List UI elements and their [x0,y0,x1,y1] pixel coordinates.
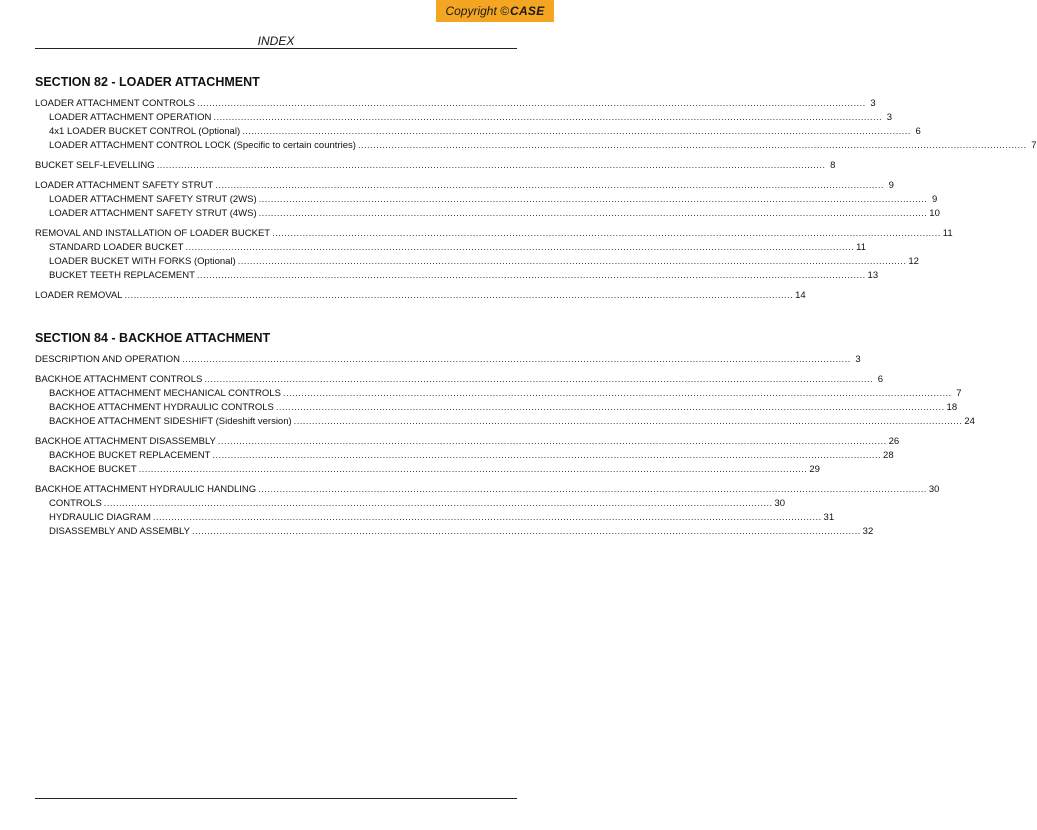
toc-entry-label: BACKHOE ATTACHMENT SIDESHIFT (Sideshift version) [49,416,292,427]
toc-entry-page: 9 [932,194,938,205]
toc-leader-dots: ............................................................................................................................................................................................................................ [196,270,866,281]
toc-entry-label: LOADER ATTACHMENT CONTROL LOCK (Specific to certain countries) [49,140,356,151]
toc-entry-label: BACKHOE ATTACHMENT HYDRAULIC HANDLING [35,484,257,495]
toc-leader-dots: ............................................................................................................................................................................................................................ [217,436,887,447]
section-entries [35,97,1037,303]
toc-entry-page: 3 [870,98,876,109]
toc-group [35,179,940,221]
copyright-text: Copyright © [445,4,509,18]
toc-entry[interactable] [35,241,866,255]
toc-leader-dots: ............................................................................................................................................................................................................................ [103,498,773,509]
toc-leader-dots: ............................................................................................................................................................................................................................ [181,354,851,365]
toc-entry-label: STANDARD LOADER BUCKET [49,242,184,253]
toc-entry-label: HYDRAULIC DIAGRAM [49,512,151,523]
brand-logo: CASE [510,4,545,18]
toc-group [35,97,1037,153]
index-content [35,74,1037,545]
toc-entry-label: BACKHOE ATTACHMENT HYDRAULIC CONTROLS [49,402,274,413]
toc-entry[interactable] [35,179,894,193]
toc-leader-dots: ............................................................................................................................................................................................................................ [156,160,826,171]
toc-leader-dots: ............................................................................................................................................................................................................................ [152,512,822,523]
toc-group [35,159,836,173]
toc-entry[interactable] [35,415,975,429]
toc-entry[interactable] [35,387,962,401]
toc-entry-page: 29 [809,464,820,475]
toc-entry-page: 18 [946,402,958,413]
toc-entry-label: DISASSEMBLY AND ASSEMBLY [49,526,190,537]
toc-leader-dots: ............................................................................................................................................................................................................................ [258,194,928,205]
toc-leader-dots: ............................................................................................................................................................................................................................ [293,416,963,427]
toc-entry-label: BACKHOE BUCKET REPLACEMENT [49,450,211,461]
toc-entry[interactable] [35,139,1037,153]
toc-entry[interactable] [35,463,820,477]
toc-entry-page: 7 [1031,140,1037,151]
toc-entry-label: LOADER ATTACHMENT SAFETY STRUT (2WS) [49,194,257,205]
toc-entry-label: LOADER BUCKET WITH FORKS (Optional) [49,256,236,267]
toc-entry[interactable] [35,111,893,125]
toc-entry-page: 9 [888,180,894,191]
toc-group [35,435,900,477]
toc-entry-page: 6 [877,374,883,385]
toc-entry[interactable] [35,227,953,241]
toc-entry[interactable] [35,289,806,303]
toc-entry-page: 14 [795,290,806,301]
toc-entry-label: BUCKET SELF-LEVELLING [35,160,155,171]
section-title: SECTION 84 - BACKHOE ATTACHMENT [35,331,271,345]
toc-leader-dots: ............................................................................................................................................................................................................................ [215,180,884,191]
toc-entry-label: BACKHOE ATTACHMENT MECHANICAL CONTROLS [49,388,281,399]
toc-entry-label: CONTROLS [49,498,102,509]
toc-entry-label: BACKHOE BUCKET [49,464,137,475]
toc-entry-page: 28 [883,450,894,461]
toc-entry[interactable] [35,525,874,539]
toc-entry-page: 8 [830,160,836,171]
toc-leader-dots: ............................................................................................................................................................................................................................ [191,526,861,537]
toc-leader-dots: ............................................................................................................................................................................................................................ [275,402,945,413]
toc-leader-dots: ............................................................................................................................................................................................................................ [357,140,1027,151]
toc-entry-page: 13 [867,270,879,281]
toc-entry-page: 11 [942,228,953,239]
toc-entry[interactable] [35,435,900,449]
toc-entry-page: 32 [862,526,874,537]
toc-leader-dots: ............................................................................................................................................................................................................................ [258,208,928,219]
section-title: SECTION 82 - LOADER ATTACHMENT [35,75,260,89]
toc-entry-label: LOADER REMOVAL [35,290,123,301]
toc-leader-dots: ............................................................................................................................................................................................................................ [213,112,883,123]
toc-entry[interactable] [35,269,879,283]
toc-group [35,353,861,367]
toc-leader-dots: ............................................................................................................................................................................................................................ [282,388,952,399]
toc-leader-dots: ............................................................................................................................................................................................................................ [196,98,866,109]
toc-entry-label: DESCRIPTION AND OPERATION [35,354,180,365]
toc-entry[interactable] [35,193,938,207]
toc-leader-dots: ............................................................................................................................................................................................................................ [212,450,882,461]
toc-entry-page: 30 [774,498,786,509]
toc-entry-label: LOADER ATTACHMENT SAFETY STRUT [35,180,214,191]
toc-entry-label: LOADER ATTACHMENT CONTROLS [35,98,195,109]
toc-entry-page: 3 [886,112,893,123]
toc-entry-page: 31 [823,512,835,523]
toc-entry[interactable] [35,207,940,221]
toc-entry-page: 24 [964,416,975,427]
toc-entry-page: 6 [915,126,921,137]
copyright-badge [436,0,554,22]
toc-entry-page: 11 [856,242,866,253]
toc-entry-page: 10 [929,208,940,219]
toc-entry-page: 26 [888,436,900,447]
toc-entry-label: BACKHOE ATTACHMENT DISASSEMBLY [35,436,216,447]
toc-entry[interactable] [35,255,919,269]
toc-entry-label: REMOVAL AND INSTALLATION OF LOADER BUCKET [35,228,271,239]
toc-leader-dots: ............................................................................................................................................................................................................................ [185,242,855,253]
toc-entry[interactable] [35,125,921,139]
toc-leader-dots: ............................................................................................................................................................................................................................ [204,374,873,385]
toc-entry-page: 3 [855,354,861,365]
toc-entry-label: 4x1 LOADER BUCKET CONTROL (Optional) [49,126,241,137]
toc-leader-dots: ............................................................................................................................................................................................................................ [258,484,927,495]
toc-entry[interactable] [35,373,883,387]
toc-group [35,227,953,283]
toc-leader-dots: ............................................................................................................................................................................................................................ [138,464,808,475]
header-divider [35,48,517,49]
toc-entry-label: BACKHOE ATTACHMENT CONTROLS [35,374,203,385]
toc-group [35,373,975,429]
toc-leader-dots: ............................................................................................................................................................................................................................ [272,228,941,239]
toc-entry-page: 30 [928,484,940,495]
toc-entry[interactable] [35,97,876,111]
toc-group [35,483,940,539]
toc-entry-label: LOADER ATTACHMENT OPERATION [49,112,212,123]
toc-entry[interactable] [35,353,861,367]
toc-entry[interactable] [35,401,958,415]
section-entries [35,353,975,539]
toc-entry[interactable] [35,449,894,463]
toc-entry[interactable] [35,159,836,173]
toc-leader-dots: ............................................................................................................................................................................................................................ [242,126,911,137]
toc-entry[interactable] [35,497,786,511]
toc-leader-dots: ............................................................................................................................................................................................................................ [237,256,907,267]
toc-entry-page: 7 [956,388,962,399]
toc-entry-label: BUCKET TEETH REPLACEMENT [49,270,195,281]
toc-group [35,289,806,303]
toc-entry[interactable] [35,511,835,525]
footer-divider [35,798,517,799]
page-title: INDEX [257,34,295,48]
toc-entry-page: 12 [908,256,919,267]
toc-leader-dots: ............................................................................................................................................................................................................................ [124,290,794,301]
toc-entry-label: LOADER ATTACHMENT SAFETY STRUT (4WS) [49,208,257,219]
toc-entry[interactable] [35,483,940,497]
